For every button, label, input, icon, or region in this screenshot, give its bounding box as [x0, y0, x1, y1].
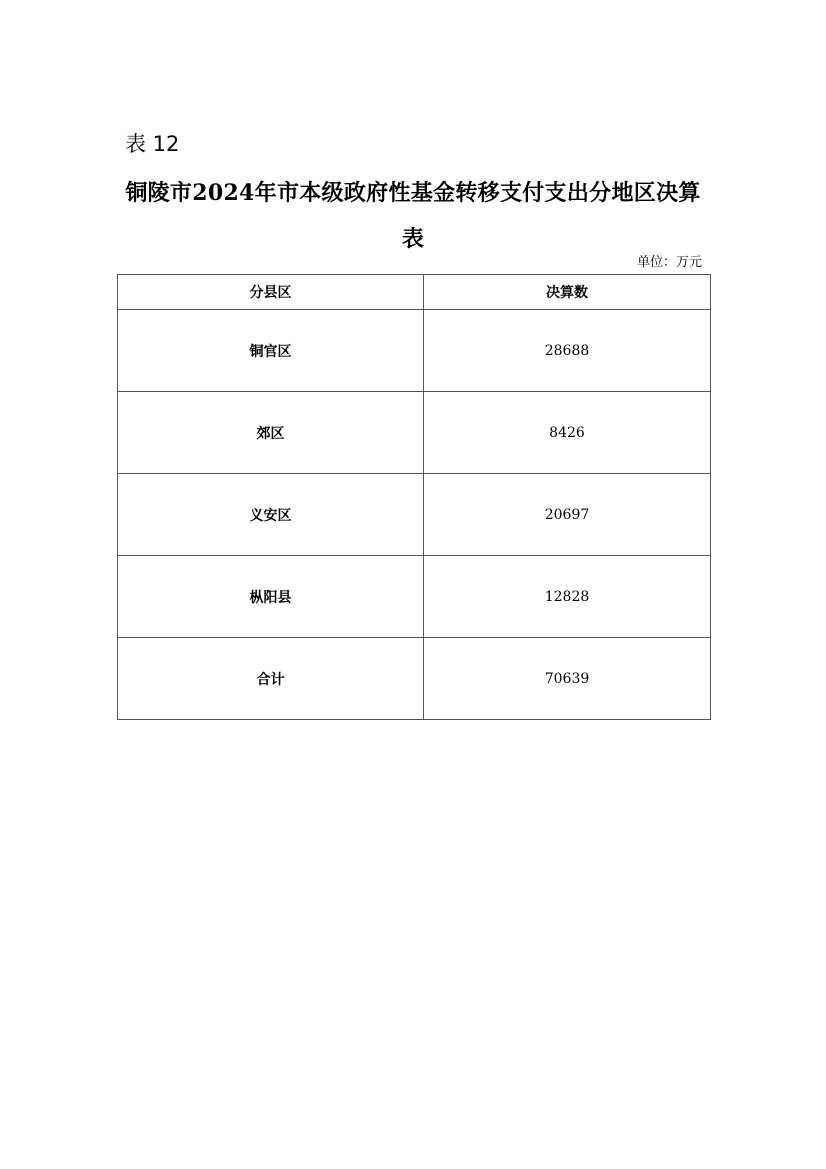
table-number: 表 12: [125, 132, 180, 156]
unit-note: 单位：万元: [636, 255, 702, 270]
amount-cell: 28688: [424, 310, 711, 392]
amount-cell: 12828: [424, 556, 711, 638]
region-cell: 枞阳县: [118, 556, 424, 638]
table-row: [118, 310, 711, 392]
amount-cell: 8426: [424, 392, 711, 474]
table-row: [118, 556, 711, 638]
transfer-payment-table: [117, 274, 711, 720]
total-amount-cell: 70639: [424, 638, 711, 720]
title-line-2: 表: [401, 226, 425, 252]
region-cell: 义安区: [118, 474, 424, 556]
header-amount: 决算数: [424, 275, 711, 310]
title-line-1: 铜陵市2024年市本级政府性基金转移支付支出分地区决算: [125, 180, 701, 206]
region-cell: 郊区: [118, 392, 424, 474]
region-cell: 铜官区: [118, 310, 424, 392]
header-region: 分县区: [118, 275, 424, 310]
header-row: [118, 275, 711, 310]
table-row: [118, 474, 711, 556]
total-label-cell: 合计: [118, 638, 424, 720]
total-row: [118, 638, 711, 720]
table-row: [118, 392, 711, 474]
document-title: [110, 170, 716, 262]
amount-cell: 20697: [424, 474, 711, 556]
